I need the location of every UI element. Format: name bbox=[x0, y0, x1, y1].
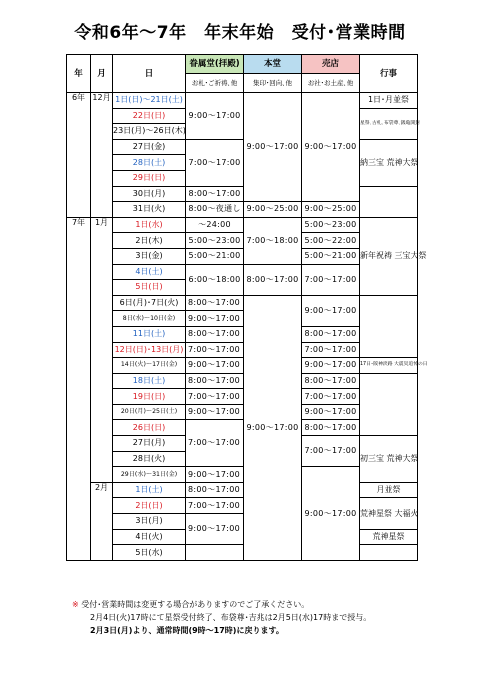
day-cell: 22日(日) bbox=[113, 108, 186, 124]
day-cell: 1日(日)～21日(土) bbox=[113, 93, 186, 109]
notes-section bbox=[72, 598, 452, 637]
col-subheader-hondo: 集印･回向､他 bbox=[244, 74, 302, 93]
event-cell: 星祭､古札､布袋尊､銭亀開封 bbox=[360, 108, 418, 139]
kenzokudo-hours: 6:00～18:00 bbox=[186, 264, 244, 295]
day-cell: 3日(金) bbox=[113, 248, 186, 264]
col-header-year: 年 bbox=[67, 55, 91, 93]
day-cell: 18日(土) bbox=[113, 373, 186, 389]
day-cell: 20日(月)～25日(土) bbox=[113, 404, 186, 420]
event-cell: 荒神星祭 大福火 bbox=[360, 498, 418, 529]
note-line: 2月3日(月)より、通常時間(9時～17時)に戻ります。 bbox=[90, 626, 284, 635]
note-line: 2月4日(火)17時にて星祭受付終了、布袋尊･吉兆は2月5日(水)17時まで授与。 bbox=[90, 613, 372, 622]
kenzokudo-hours: 7:00～17:00 bbox=[186, 342, 244, 358]
kenzokudo-hours: 8:00～夜通し bbox=[186, 202, 244, 218]
day-cell: 5日(日) bbox=[113, 280, 186, 296]
note-mark: ※ bbox=[72, 600, 79, 609]
day-cell: 30日(月) bbox=[113, 186, 186, 202]
baiten-hours: 7:00～17:00 bbox=[302, 389, 360, 405]
hondo-hours: 9:00～17:00 bbox=[244, 93, 302, 202]
month-cell: 1月 bbox=[91, 217, 113, 482]
baiten-hours: 8:00～17:00 bbox=[302, 326, 360, 342]
hondo-hours-empty bbox=[360, 545, 418, 561]
event-cell: 新年祝祷 三宝大祭 bbox=[360, 217, 418, 295]
day-cell: 28日(土) bbox=[113, 155, 186, 171]
baiten-hours: 7:00～17:00 bbox=[302, 264, 360, 295]
kenzokudo-hours: 9:00～17:00 bbox=[186, 93, 244, 140]
kenzokudo-hours: 8:00～17:00 bbox=[186, 326, 244, 342]
kenzokudo-hours: 8:00～17:00 bbox=[186, 482, 244, 498]
kenzokudo-hours: 7:00～17:00 bbox=[186, 498, 244, 514]
baiten-hours: 9:00～17:00 bbox=[302, 467, 360, 561]
col-header-events: 行事 bbox=[360, 55, 418, 93]
day-cell: 31日(火) bbox=[113, 202, 186, 218]
col-header-hondo: 本堂 bbox=[244, 55, 302, 74]
kenzokudo-hours-empty bbox=[186, 545, 244, 561]
kenzokudo-hours: 9:00～17:00 bbox=[186, 358, 244, 374]
day-cell: 8日(水)～10日(金) bbox=[113, 311, 186, 327]
table-row bbox=[67, 217, 418, 233]
kenzokudo-hours: 9:00～17:00 bbox=[186, 404, 244, 420]
baiten-hours: 8:00～17:00 bbox=[302, 373, 360, 389]
day-cell: 3日(月) bbox=[113, 514, 186, 530]
hondo-hours: 9:00～17:00 bbox=[244, 295, 302, 560]
month-cell: 12月 bbox=[91, 93, 113, 218]
baiten-hours: 7:00～17:00 bbox=[302, 342, 360, 358]
day-cell: 29日(日) bbox=[113, 170, 186, 186]
col-header-baiten: 売店 bbox=[302, 55, 360, 74]
event-cell-empty bbox=[360, 373, 418, 435]
baiten-hours: 9:00～17:00 bbox=[302, 93, 360, 202]
kenzokudo-hours: 7:00～17:00 bbox=[186, 420, 244, 467]
baiten-hours: 5:00～21:00 bbox=[302, 248, 360, 264]
baiten-hours: 5:00～22:00 bbox=[302, 233, 360, 249]
event-cell: 初三宝 荒神大祭 bbox=[360, 436, 418, 483]
day-cell: 14日(火)～17日(金) bbox=[113, 358, 186, 374]
day-cell: 2日(木) bbox=[113, 233, 186, 249]
baiten-hours: 9:00～17:00 bbox=[302, 404, 360, 420]
col-subheader-kenzokudo: お札･ご祈祷､他 bbox=[186, 74, 244, 93]
note-line bbox=[72, 598, 452, 611]
baiten-hours: 8:00～17:00 bbox=[302, 420, 360, 436]
table-row bbox=[67, 139, 418, 155]
col-header-kenzokudo: 眷属堂(拝殿) bbox=[186, 55, 244, 74]
baiten-hours: 9:00～25:00 bbox=[302, 202, 360, 218]
baiten-hours: 7:00～17:00 bbox=[302, 436, 360, 467]
day-cell: 4日(火) bbox=[113, 529, 186, 545]
page-title: 令和6年～7年 年末年始 受付･営業時間 bbox=[74, 23, 406, 43]
day-cell: 27日(月) bbox=[113, 436, 186, 452]
kenzokudo-hours: 8:00～17:00 bbox=[186, 373, 244, 389]
table-row bbox=[67, 358, 418, 374]
col-header-month: 月 bbox=[91, 55, 113, 93]
event-cell-empty bbox=[360, 186, 418, 217]
kenzokudo-hours: 9:00～17:00 bbox=[186, 514, 244, 545]
day-cell: 29日(水)～31日(金) bbox=[113, 467, 186, 483]
day-cell: 2日(日) bbox=[113, 498, 186, 514]
event-cell: 月並祭 bbox=[360, 482, 418, 498]
kenzokudo-hours: 8:00～17:00 bbox=[186, 295, 244, 311]
table-row bbox=[67, 373, 418, 389]
kenzokudo-hours: 9:00～17:00 bbox=[186, 311, 244, 327]
baiten-hours: 5:00～23:00 bbox=[302, 217, 360, 233]
kenzokudo-hours: 7:00～17:00 bbox=[186, 139, 244, 186]
hondo-hours: 9:00～25:00 bbox=[244, 202, 302, 218]
day-cell: 1日(土) bbox=[113, 482, 186, 498]
col-header-day: 日 bbox=[113, 55, 186, 93]
schedule-table bbox=[66, 54, 428, 561]
hondo-hours: 7:00～18:00 bbox=[244, 217, 302, 264]
day-cell: 23日(月)～26日(木) bbox=[113, 124, 186, 140]
kenzokudo-hours: 7:00～17:00 bbox=[186, 389, 244, 405]
kenzokudo-hours: 5:00～23:00 bbox=[186, 233, 244, 249]
day-cell: 5日(水) bbox=[113, 545, 186, 561]
day-cell: 11日(土) bbox=[113, 326, 186, 342]
kenzokudo-hours: 5:00～21:00 bbox=[186, 248, 244, 264]
day-cell: 4日(土) bbox=[113, 264, 186, 280]
table-row bbox=[67, 186, 418, 202]
event-cell: 17日･阪神淡路 大震災追悼の日 bbox=[360, 358, 418, 374]
year-cell: 7年 bbox=[67, 217, 91, 560]
day-cell: 26日(日) bbox=[113, 420, 186, 436]
day-cell: 27日(金) bbox=[113, 139, 186, 155]
kenzokudo-hours: ～24:00 bbox=[186, 217, 244, 233]
table-row bbox=[67, 498, 418, 514]
table-row bbox=[67, 545, 418, 561]
year-cell: 6年 bbox=[67, 93, 91, 218]
day-cell: 12日(日)･13日(月) bbox=[113, 342, 186, 358]
day-cell: 28日(火) bbox=[113, 451, 186, 467]
col-subheader-baiten: お社･お土産､他 bbox=[302, 74, 360, 93]
baiten-hours: 9:00～17:00 bbox=[302, 358, 360, 374]
event-cell: 納三宝 荒神大祭 bbox=[360, 139, 418, 186]
day-cell: 19日(日) bbox=[113, 389, 186, 405]
event-cell: 1日･月並祭 bbox=[360, 93, 418, 109]
baiten-hours: 9:00～17:00 bbox=[302, 295, 360, 326]
day-cell: 6日(月)･7日(火) bbox=[113, 295, 186, 311]
month-cell: 2月 bbox=[91, 482, 113, 560]
kenzokudo-hours: 9:00～17:00 bbox=[186, 467, 244, 483]
table-row bbox=[67, 482, 418, 498]
event-cell: 荒神星祭 bbox=[360, 529, 418, 545]
table-row bbox=[67, 295, 418, 311]
table-row bbox=[67, 93, 418, 109]
note-text: 受付･営業時間は変更する場合がありますのでご了承ください。 bbox=[81, 600, 310, 609]
hondo-hours: 8:00～17:00 bbox=[244, 264, 302, 295]
day-cell: 1日(水) bbox=[113, 217, 186, 233]
event-cell-empty bbox=[360, 295, 418, 357]
kenzokudo-hours: 8:00～17:00 bbox=[186, 186, 244, 202]
